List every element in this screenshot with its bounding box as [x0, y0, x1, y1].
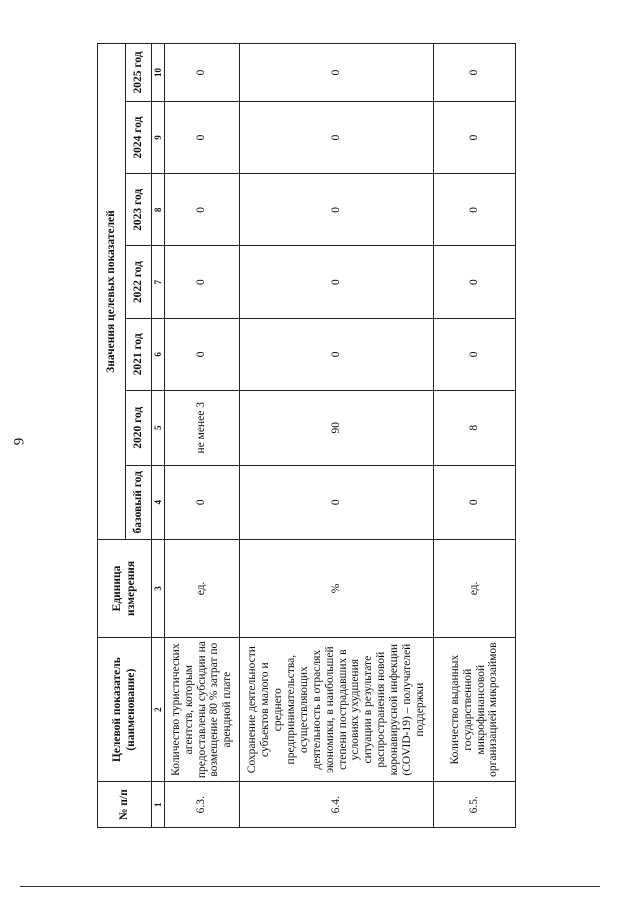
unit-cell: ед. [434, 540, 516, 638]
indicator-name: Количество выданных государственной микрофинансовой организацией микрозаймов [434, 637, 516, 782]
column-number: 10 [152, 44, 165, 102]
table-row-6-4 [240, 44, 434, 828]
value-2025: 0 [434, 44, 516, 102]
value-base-year: 0 [240, 465, 434, 540]
column-number: 2 [152, 637, 165, 782]
header-base-year: базовый год [126, 465, 152, 540]
header-values-group: Значения целевых показателей [98, 44, 126, 540]
table-row-6-5 [434, 44, 516, 828]
scan-bottom-rule [20, 886, 600, 887]
column-number: 4 [152, 465, 165, 540]
value-2024: 0 [434, 101, 516, 173]
column-number: 9 [152, 101, 165, 173]
header-2021: 2021 год [126, 318, 152, 390]
value-2024: 0 [240, 101, 434, 173]
value-base-year: 0 [434, 465, 516, 540]
value-2020: 8 [434, 391, 516, 466]
header-2024: 2024 год [126, 101, 152, 173]
target-indicators-table [97, 43, 516, 828]
value-2021: 0 [434, 318, 516, 390]
header-2025: 2025 год [126, 44, 152, 102]
value-2021: 0 [165, 318, 240, 390]
value-2024: 0 [165, 101, 240, 173]
header-unit: Единица измерения [98, 540, 152, 638]
rotated-table-container [97, 43, 515, 828]
row-number: 6.3. [165, 782, 240, 828]
column-number: 5 [152, 391, 165, 466]
row-number: 6.4. [240, 782, 434, 828]
column-number-row [152, 44, 165, 828]
column-number: 8 [152, 174, 165, 246]
column-number: 6 [152, 318, 165, 390]
value-2022: 0 [165, 246, 240, 318]
header-2020: 2020 год [126, 391, 152, 466]
value-2023: 0 [434, 174, 516, 246]
value-2025: 0 [240, 44, 434, 102]
header-2022: 2022 год [126, 246, 152, 318]
unit-cell: % [240, 540, 434, 638]
header-num: № п/п [98, 782, 152, 828]
column-number: 7 [152, 246, 165, 318]
value-2021: 0 [240, 318, 434, 390]
value-2023: 0 [165, 174, 240, 246]
column-number: 1 [152, 782, 165, 828]
table-row-6-3 [165, 44, 240, 828]
value-2022: 0 [434, 246, 516, 318]
page-number: 9 [11, 437, 28, 446]
indicator-name: Количество туристических агентств, которым предоставлены субсидии на возмещение 80 % затрат по арендной плате [165, 637, 240, 782]
indicator-name: Сохранение деятельности субъектов малого и среднего предпринимательства, осуществляющих деятельность в отраслях экономики, в наибольшей степени пострадавших в условиях ухудшения ситуации в результате распространения новой коронавирусной инфекции (COVID-19) – получателей поддержки [240, 637, 434, 782]
header-name: Целевой показатель (наименование) [98, 637, 152, 782]
value-2023: 0 [240, 174, 434, 246]
unit-cell: ед. [165, 540, 240, 638]
value-2022: 0 [240, 246, 434, 318]
row-number: 6.5. [434, 782, 516, 828]
column-number: 3 [152, 540, 165, 638]
header-2023: 2023 год [126, 174, 152, 246]
header-row-1 [98, 44, 126, 828]
value-base-year: 0 [165, 465, 240, 540]
value-2020: 90 [240, 391, 434, 466]
value-2025: 0 [165, 44, 240, 102]
value-2020: не менее 3 [165, 391, 240, 466]
